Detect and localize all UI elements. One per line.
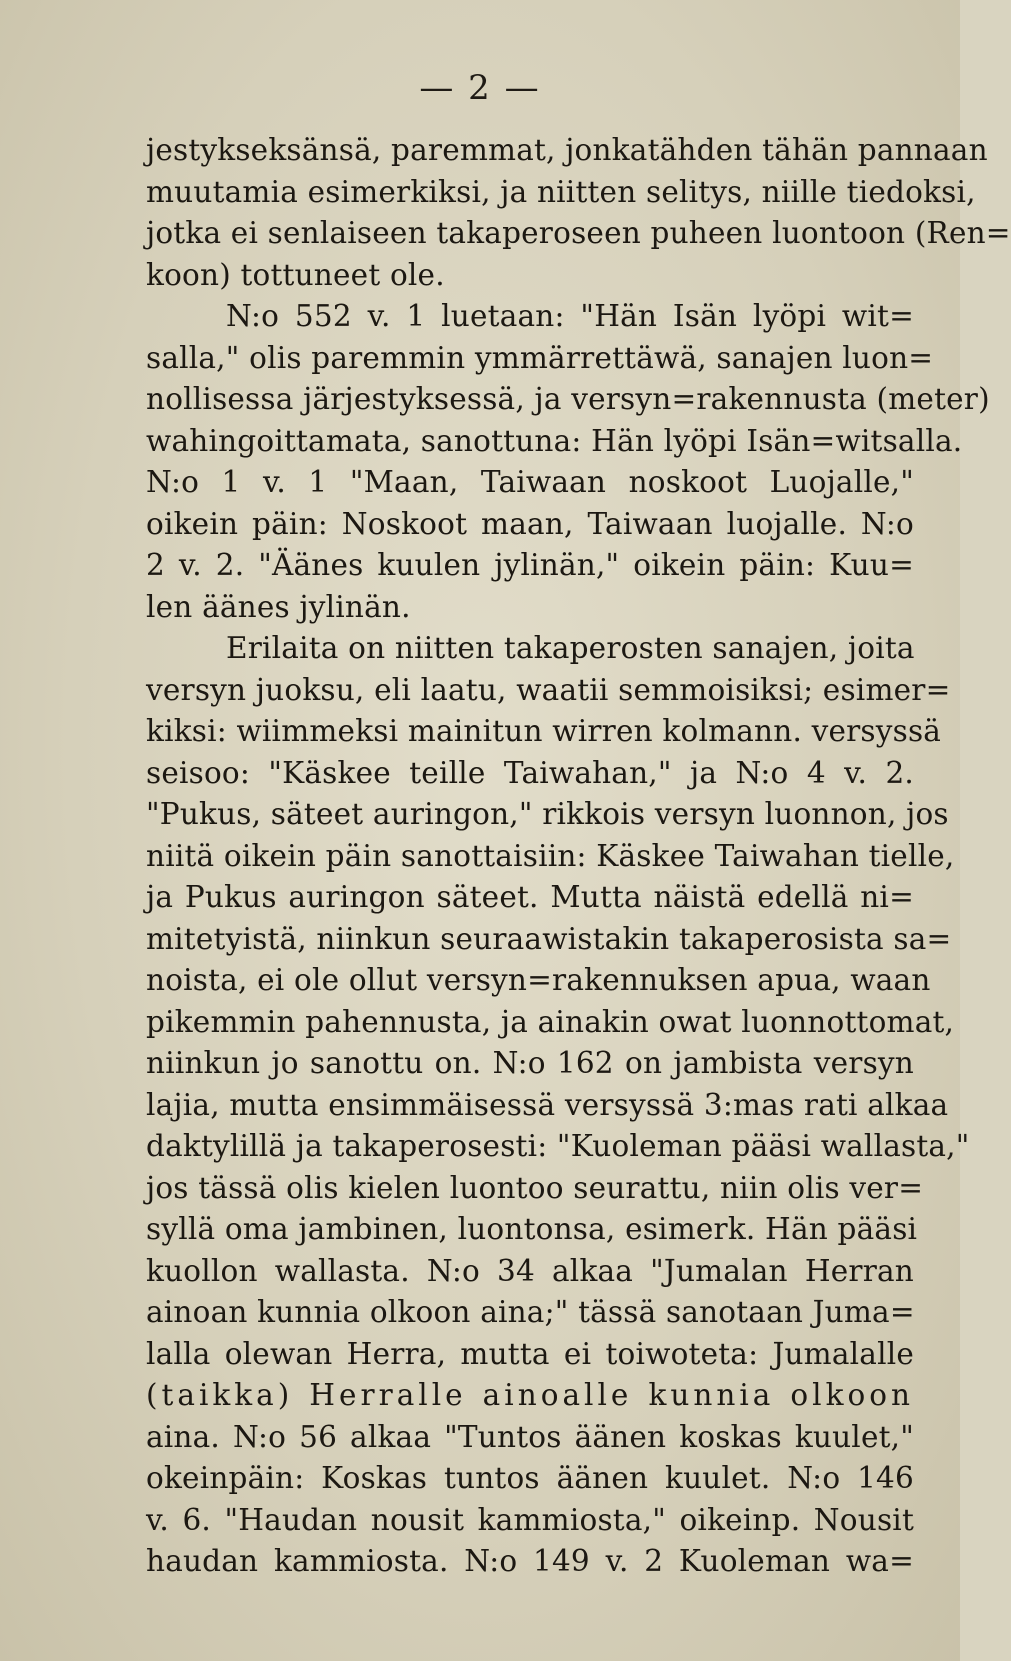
text-line: N:o 1 v. 1 "Maan, Taiwaan noskoot Luojalle,"	[146, 465, 914, 499]
text-line: wahingoittamata, sanottuna: Hän lyöpi Isän=witsalla.	[146, 423, 963, 458]
text-line: versyn juoksu, eli laatu, waatii semmoisiksi; esimer=	[146, 672, 951, 707]
text-line: 2 v. 2. "Äänes kuulen jylinän," oikein päin: Kuu=	[146, 548, 914, 582]
text-line: ainoan kunnia olkoon aina;" tässä sanotaan Juma=	[146, 1295, 915, 1329]
text-line: len äänes jylinän.	[146, 589, 411, 624]
text-line: lajia, mutta ensimmäisessä versyssä 3:mas rati alkaa	[146, 1087, 949, 1122]
text-line: haudan kammiosta. N:o 149 v. 2 Kuoleman wa=	[146, 1544, 914, 1578]
text-line: kuollon wallasta. N:o 34 alkaa "Jumalan Herran	[146, 1253, 914, 1288]
text-line: v. 6. "Haudan nousit kammiosta," oikeinp. Nousit	[146, 1502, 914, 1537]
text-line: "Pukus, säteet auringon," rikkois versyn luonnon, jos	[146, 797, 949, 831]
text-line: (taikka) Herralle ainoalle kunnia olkoon	[146, 1378, 914, 1412]
text-line: oikein päin: Noskoot maan, Taiwaan luojalle. N:o	[146, 506, 914, 541]
text-line: niinkun jo sanottu on. N:o 162 on jambista versyn	[146, 1046, 914, 1080]
text-line: pikemmin pahennusta, ja ainakin owat luonnottomat,	[146, 1004, 955, 1039]
text-line: niitä oikein päin sanottaisiin: Käskee Taiwahan tielle,	[146, 838, 955, 873]
text-line: kiksi: wiimmeksi mainitun wirren kolmann. versyssä	[146, 714, 942, 748]
text-line: aina. N:o 56 alkaa "Tuntos äänen koskas kuulet,"	[146, 1419, 914, 1454]
text-line: jestykseksänsä, paremmat, jonkatähden tähän pannaan	[146, 133, 988, 167]
text-line: Erilaita on niitten takaperosten sanajen, joita	[226, 631, 915, 665]
page-number: — 2 —	[419, 68, 541, 108]
text-line: mitetyistä, niinkun seuraawistakin takaperosista sa=	[146, 921, 952, 956]
text-line: noista, ei ole ollut versyn=rakennuksen apua, waan	[146, 963, 931, 997]
text-line: jotka ei senlaiseen takaperoseen puheen luontoon (Ren=	[146, 216, 1011, 250]
text-line: okeinpäin: Koskas tuntos äänen kuulet. N:o 146	[146, 1461, 914, 1495]
body-text	[146, 130, 1011, 1583]
text-line: ja Pukus auringon säteet. Mutta näistä edellä ni=	[146, 880, 914, 914]
text-line: N:o 552 v. 1 luetaan: "Hän Isän lyöpi wit=	[226, 299, 914, 333]
text-line: seisoo: "Käskee teille Taiwahan," ja N:o 4 v. 2.	[146, 755, 914, 790]
text-line: jos tässä olis kielen luontoo seurattu, niin olis ver=	[146, 1170, 924, 1205]
text-line: syllä oma jambinen, luontonsa, esimerk. Hän pääsi	[146, 1212, 918, 1246]
text-line: koon) tottuneet ole.	[146, 257, 445, 292]
text-line: lalla olewan Herra, mutta ei toiwoteta: Jumalalle	[146, 1336, 914, 1371]
text-line: daktylillä ja takaperosesti: "Kuoleman pääsi wallasta,"	[146, 1129, 970, 1163]
text-line: nollisessa järjestyksessä, ja versyn=rakennusta (meter)	[146, 382, 990, 416]
text-line: salla," olis paremmin ymmärrettäwä, sanajen luon=	[146, 340, 934, 375]
text-line: muutamia esimerkiksi, ja niitten selitys, niille tiedoksi,	[146, 174, 976, 209]
